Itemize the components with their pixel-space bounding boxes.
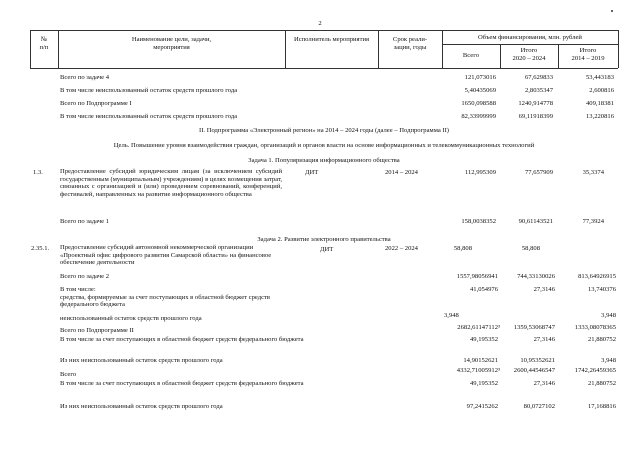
row-label: Всего по задаче 2 xyxy=(60,273,110,280)
subprogram-goal: Цель. Повышение уровня взаимодействия граждан, организаций и органов власти на основе информационных и телекоммуникационных технологий xyxy=(113,142,535,149)
measure-description: Предоставление субсидий юридическим лицам (за исключением субсидий государственным (муниципальным) учреждениям) в целях возмещения затрат, связанных с организацией и (или) проведением соревнований, конференций, фестивалей, направленных на развитие информационного общества xyxy=(60,168,282,198)
cell-total: 82,33999999 xyxy=(461,113,496,120)
cell-2014: 21,880752 xyxy=(587,336,616,343)
cell-2014: 77,3924 xyxy=(582,218,604,225)
cell-2014: 17,168816 xyxy=(587,403,616,410)
row-label: В том числе неиспользованный остаток средств прошлого года xyxy=(60,87,238,94)
cell-2020: 69,11918399 xyxy=(518,113,553,120)
row-label: Всего по задаче 4 xyxy=(60,74,110,81)
cell-total: 58,808 xyxy=(453,245,472,252)
cell-2014: 3,948 xyxy=(601,357,616,364)
row-label: Всего xyxy=(60,371,77,378)
col-border-7 xyxy=(618,30,619,68)
header-name: Наименование цели, задачи, мероприятия xyxy=(131,36,212,51)
row-label: Всего по задаче 1 xyxy=(60,218,110,225)
cell-2014: 1742,26459365 xyxy=(574,367,616,374)
cell-2014: 13,740376 xyxy=(587,286,616,293)
cell-total: 2682,61147112³ xyxy=(457,324,500,331)
cell-total: 41,054976 xyxy=(469,286,498,293)
page-number: 2 xyxy=(318,20,322,27)
cell-2014: 813,64926915 xyxy=(578,273,616,280)
cell-total: 112,995309 xyxy=(464,169,496,176)
cell-2020: 1240,914778 xyxy=(518,100,553,107)
row-number: 1.3. xyxy=(33,169,43,176)
cell-2020: 27,3146 xyxy=(533,286,555,293)
cell-2020: 67,629833 xyxy=(524,74,553,81)
row-label: В том числе: средства, формируемые за счет поступающих в областной бюджет средств федерального бюджета xyxy=(60,286,270,309)
cell-2014: 35,3374 xyxy=(582,169,604,176)
finance-subheader-rule xyxy=(442,44,618,45)
header-term: Срок реали- зации, годы xyxy=(392,36,428,51)
cell-2014: 2,600816 xyxy=(589,87,614,94)
cell-total: 97,2415262 xyxy=(466,403,498,410)
header-finance: Объем финансирования, млн. рублей xyxy=(478,34,582,41)
row-label: неиспользованный остаток средств прошлого года xyxy=(60,315,202,322)
row-label: В том числе за счет поступающих в областной бюджет средств федерального бюджета xyxy=(60,380,304,387)
cell-2020: 58,808 xyxy=(521,245,540,252)
header-executor: Исполнитель мероприятия xyxy=(293,36,370,43)
row-label: Из них неиспользованный остаток средств прошлого года xyxy=(60,357,223,364)
measure-executor: ДИТ xyxy=(305,169,319,176)
measure-executor: ДИТ xyxy=(320,246,334,253)
cell-2020: 2,8035347 xyxy=(524,87,553,94)
cell-total: 5,40435069 xyxy=(464,87,496,94)
row-label: В том числе неиспользованный остаток средств прошлого года xyxy=(60,113,238,120)
cell-total: 14,90152621 xyxy=(463,357,498,364)
cell-2020: 1359,53068747 xyxy=(513,324,555,331)
cell-2020: 744,33130026 xyxy=(517,273,555,280)
header-top-rule xyxy=(30,30,618,31)
cell-total: 3,948 xyxy=(444,312,459,319)
header-bottom-rule xyxy=(30,68,618,69)
row-label: В том числе за счет поступающих в областной бюджет средств федерального бюджета xyxy=(60,336,304,343)
row-label: Всего по Подпрограмме I xyxy=(60,100,132,107)
cell-2014: 53,443183 xyxy=(585,74,614,81)
cell-total: 1650,098588 xyxy=(461,100,496,107)
measure-description: Предоставление субсидий автономной некоммерческой организации «Проектный офис цифрового развития Самарской области» на финансовое обеспечение деятельности xyxy=(60,244,272,267)
cell-2020: 80,0727102 xyxy=(523,403,555,410)
cell-2020: 2600,44546547 xyxy=(513,367,555,374)
cell-2020: 27,3146 xyxy=(533,380,555,387)
measure-term: 2022 – 2024 xyxy=(385,245,418,252)
scan-mark xyxy=(611,10,613,12)
cell-2014: 13,220816 xyxy=(585,113,614,120)
cell-2020: 27,3146 xyxy=(533,336,555,343)
cell-2014: 3,948 xyxy=(601,312,616,319)
cell-total: 1557,98056941 xyxy=(456,273,498,280)
cell-2014: 409,18381 xyxy=(585,100,614,107)
cell-total: 121,073016 xyxy=(464,74,496,81)
measure-term: 2014 – 2024 xyxy=(385,169,418,176)
cell-total: 4332,71005912³ xyxy=(456,367,500,374)
header-2020-2024: Итого 2020 – 2024 xyxy=(512,47,546,62)
row-label: Всего по Подпрограмме II xyxy=(60,327,134,334)
row-number: 2.35.1. xyxy=(31,245,50,252)
row-label: Из них неиспользованный остаток средств прошлого года xyxy=(60,403,223,410)
header-total: Всего xyxy=(462,52,480,59)
cell-2020: 90,61143521 xyxy=(518,218,553,225)
cell-2014: 21,880752 xyxy=(587,380,616,387)
cell-2014: 1333,08078365 xyxy=(574,324,616,331)
header-num: № п/п xyxy=(39,36,49,51)
header-2014-2019: Итого 2014 – 2019 xyxy=(571,47,605,62)
cell-2020: 77,657909 xyxy=(524,169,553,176)
task-1-title: Задача 1. Популяризация информационного общества xyxy=(248,157,400,164)
cell-total: 158,0038352 xyxy=(461,218,496,225)
task-2-title: Задача 2. Развитие электронного правительства xyxy=(257,236,391,243)
cell-total: 49,195352 xyxy=(469,380,498,387)
cell-total: 49,195352 xyxy=(469,336,498,343)
cell-2020: 10,95352621 xyxy=(520,357,555,364)
subprogram-title: II. Подпрограмма «Электронный регион» на 2014 – 2024 годы (далее – Подпрограмма II) xyxy=(199,127,449,134)
